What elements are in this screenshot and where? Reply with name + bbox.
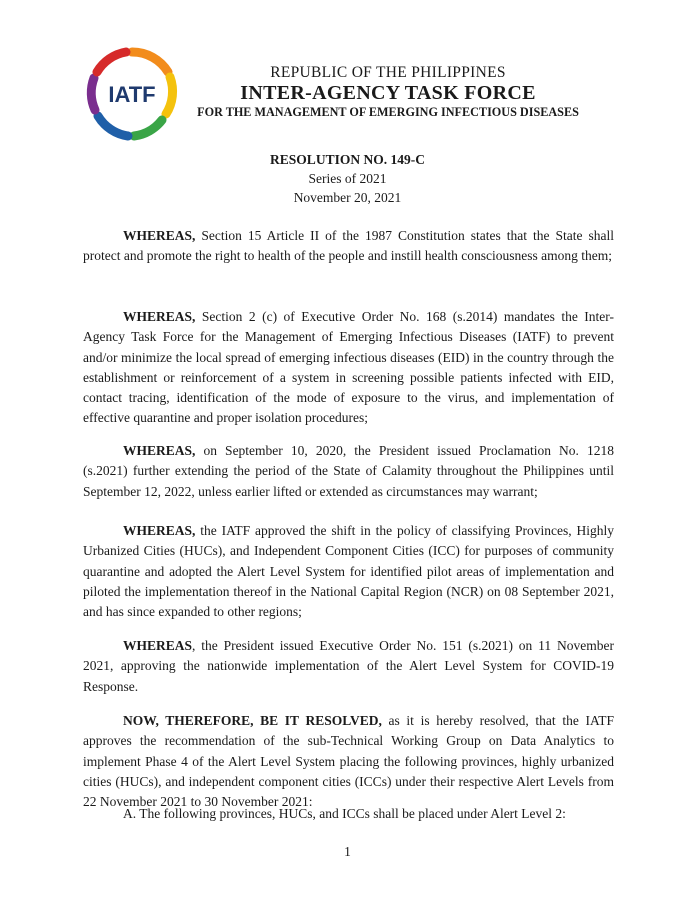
- resolved-paragraph: NOW, THEREFORE, BE IT RESOLVED, as it is hereby resolved, that the IATF approves the recommendation of the sub-Technical Working Group on Data Analytics to implement Phase 4 of the Alert Level System placing the following provinces, highly urbanized cities (HUCs), and independent component cities (ICCs) under their respective Alert Levels from 22 November 2021 to 30 November 2021:: [83, 713, 614, 810]
- logo-text: IATF: [108, 82, 156, 107]
- list-item-a: A. The following provinces, HUCs, and ICCs shall be placed under Alert Level 2:: [123, 806, 566, 821]
- republic-heading: REPUBLIC OF THE PHILIPPINES: [270, 64, 506, 81]
- whereas-paragraph-5: WHEREAS, the President issued Executive Order No. 151 (s.2021) on 11 November 2021, approving the nationwide implementation of the Alert Level System for COVID-19 Response.: [83, 638, 614, 694]
- whereas-paragraph-3: WHEREAS, on September 10, 2020, the President issued Proclamation No. 1218 (s.2021) further extending the period of the State of Calamity throughout the Philippines until September 12, 2022, unless earlier lifted or extended as circumstances may warrant;: [83, 443, 614, 499]
- whereas-paragraph-4: WHEREAS, the IATF approved the shift in the policy of classifying Provinces, Highly Urbanized Cities (HUCs), and Independent Component Cities (ICC) for purposes of community quarantine and adopted the Alert Level System for identified pilot areas of implementation and piloted the implementation thereof in the National Capital Region (NCR) on 08 September 2021, and has since expanded to other regions;: [83, 523, 614, 620]
- whereas-paragraph-2: WHEREAS, Section 2 (c) of Executive Order No. 168 (s.2014) mandates the Inter-Agency Task Force for the Management of Emerging Infectious Diseases (IATF) to prevent and/or minimize the local spread of emerging infectious diseases (EID) in the country through the establishment or reinforcement of a system in screening possible patients infected with EID, contact tracing, identification of the mode of exposure to the virus, and implementation of effective quarantine and proper isolation procedures;: [83, 309, 614, 426]
- agency-subtitle: FOR THE MANAGEMENT OF EMERGING INFECTIOUS DISEASES: [197, 105, 579, 119]
- iatf-logo: [82, 44, 182, 144]
- page-number: 1: [344, 844, 351, 859]
- resolution-title: RESOLUTION NO. 149-C: [270, 152, 425, 167]
- whereas-paragraph-1: WHEREAS, Section 15 Article II of the 1987 Constitution states that the State shall protect and promote the right to health of the people and instill health consciousness among them;: [83, 228, 614, 264]
- letterhead: [178, 64, 598, 120]
- resolution-series: Series of 2021: [308, 171, 387, 186]
- agency-heading: INTER-AGENCY TASK FORCE: [240, 82, 536, 104]
- resolution-header: [0, 150, 695, 207]
- resolution-date: November 20, 2021: [293, 190, 402, 205]
